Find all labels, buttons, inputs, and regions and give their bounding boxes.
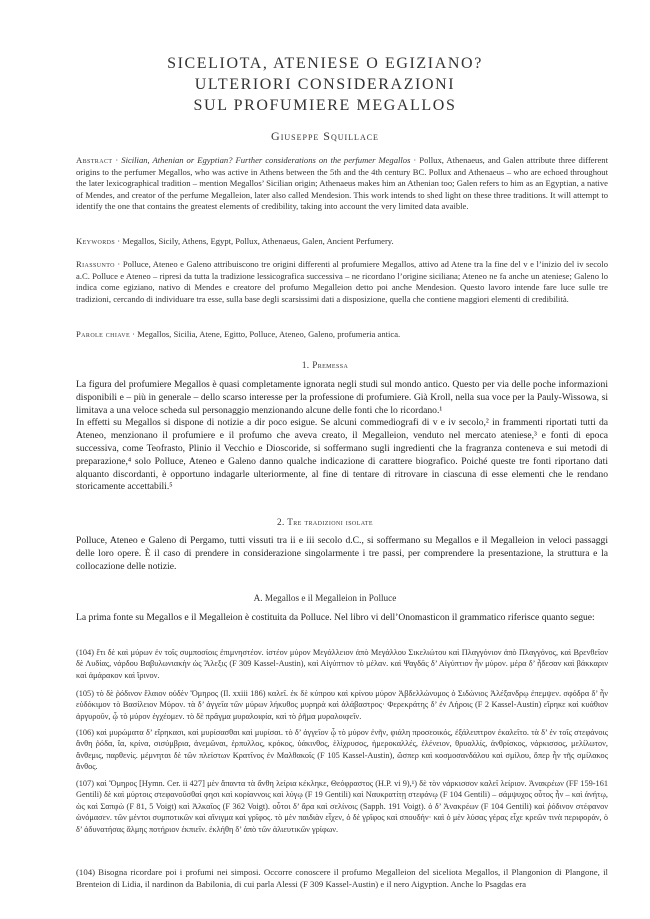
riassunto: [76, 259, 608, 305]
keywords-text: · Megallos, Sicily, Athens, Egypt, Pollux, Athenaeus, Galen, Ancient Perfumery.: [115, 236, 394, 246]
section-1-paragraph-1: La figura del profumiere Megallos è quasi completamente ignorata negli studi sul mondo antico. Questo per via delle poche informazioni disponibili e – più in generale – dello scarso interesse per la professione di profumiere. Già Kroll, nella sua voce per la Pauly-Wissowa, si limitava a una veloce scheda sul personaggio menzionando alcune delle fonti che lo ricordano.¹: [76, 379, 608, 416]
author-name: Giuseppe Squillace: [271, 129, 379, 143]
abstract: [76, 155, 608, 213]
section-2-heading: 2. Tre tradizioni isolate: [277, 517, 373, 527]
section-1-body: [76, 379, 608, 494]
riassunto-label: Riassunto: [76, 259, 115, 269]
greek-passage-106: (106) καὶ μυρώματα δ’ εἴρηκασι, καὶ μυρίσασθαι καὶ μυρίσαι. τὸ δ’ ἀγγεῖον ᾧ τὸ μύρον ἐνῆν, φιάλη προσεοικός, ἐξάλειπτρον ἐκαλεῖτο. τὰ δ’ ἐν τοῖς στεφάνοις ἄνθη ῥόδα, ἴα, κρίνα, σισύμβρια, ἀνεμῶναι, ἑρπυλλος, κρόκος, ὑάκινθος, ἑλίχρυσος, ἡμεροκαλλές, ἑλένειον, θρυαλλίς, ἀνθρίσκος, νάρκισσος, μελίλωτον, ἄνθεμις, παρθενίς. μέμνηται δὲ τῶν πλείστων Κρατῖνος ἐν Μαλθακοῖς (F 105 Kassel-Austin), ὥσπερ καὶ κοσμοσανδάλου καὶ σμίλου, ὅπερ ἦν τῆς σμίλακος ἄνθος.: [76, 728, 608, 772]
riassunto-text: · Polluce, Ateneo e Galeno attribuiscono tre origini differenti al profumiere Megallos, attivo ad Atene tra la fine del v e l’inizio del iv secolo a.C. Polluce e Ateneo – ripresi da tutta la tradizione lessicografica successiva – ne ricordano l’origine siciliana; Ateneo ne fa anche un ateniese; Galeno lo indica come egiziano, nativo di Mendes e creatore del profumo Megalleion detto poi anche Mendesion. Questo lavoro intende fare luce sulle tre tradizioni, cercando di individuare tra esse, sulla base degli scarsissimi dati a disposizione, quella che contiene maggiori elementi di credibilità.: [76, 259, 608, 304]
abstract-label: Abstract: [76, 155, 113, 165]
abstract-sep: ·: [112, 155, 122, 165]
translation-104: (104) Bisogna ricordare poi i profumi nei simposi. Occorre conoscere il profumo Megalleion del siceliota Megallos, il Plangonion di Plangone, il Brenteion di Lidia, il nardinon da Babilonia, di cui parla Alessi (F 309 Kassel-Austin) e il nero Aigyption. Anche lo Psagdas era: [76, 867, 608, 889]
paper-title-line-1: SICELIOTA, ATENIESE O EGIZIANO?: [167, 55, 483, 72]
abstract-text: · Pollux, Athenaeus, and Galen attribute three different origins to the perfumer Megallos, who was active in Athens between the 5th and the 4th century BC. Pollux and Athenaeus – who are echoed throughout the later lexicographical tradition – mention Megallos’ Sicilian origin; Athenaeus makes him an Athenian too; Galen refers to him as an Egyptian, a native of Mendes, and creator of the perfume Megalleion, later also called Mendesion. This work intends to shed light on these three traditions. It will attempt to identify the one that contains the greatest elements of credibility, taking into account the very limited data avaible.: [76, 155, 608, 212]
parole-chiave: [76, 329, 608, 341]
section-1-heading: 1. Premessa: [301, 360, 349, 370]
section-2-paragraph-1: Polluce, Ateneo e Galeno di Pergamo, tutti vissuti tra ii e iii secolo d.C., si soffermano su Megallos e il Megalleion in veloci passaggi delle loro opere. È il caso di prendere in considerazione singolarmente i tre passi, per comprendere la presentazione, la struttura e la collocazione delle notizie.: [76, 535, 608, 572]
greek-passage-107: (107) καὶ Ὅμηρος [Hymn. Cer. ii 427] μὲν ἅπαντα τὰ ἄνθη λείρια κέκληκε, Θεόφραστος (H.P. vi 9),¹) δὲ τὸν νάρκισσον καλεῖ λείριον. Ἀνακρέων (FF 159-161 Gentili) δὲ καὶ μύρτοις στεφανοῦσθαί φησι καὶ κορίαννοις καὶ λύγῳ (F 19 Gentili) καὶ Ναυκρατίτῃ στεφάνῳ (F 104 Gentili) – σάμψυχος οὗτος ἦν – καὶ ἀνήτῳ, ὡς καὶ Σαπφὼ (F 81, 5 Voigt) καὶ Ἀλκαῖος (F 362 Voigt). οὗτοι δ’ ἄρα καὶ σελίνοις (Sapph. 191 Voigt). ὁ δ’ Ἀνακρέων (F 104 Gentili) καὶ ῥόδινον στέφανον ὠνόμασεν. τῶν μέντοι συμποτικῶν καὶ αἴνιγμα καὶ γρῖφος. τὸ μὲν παιδιὰν εἶχεν, ὁ δὲ γρῖφος καὶ σπουδήν· καὶ ὁ μὲν λύσας γέρας εἶχε κρεῶν τινὰ περιφοράν, ὁ δ’ ἀδυνατήσας ἅλμης ποτήριον ἐκπιεῖν. ἐκλήθη δ’ ἀπὸ τῶν ἁλιευτικῶν γρίφων.: [76, 779, 608, 834]
greek-passage-105: (105) τὸ δὲ ῥόδινον ἔλαιον οὐδὲν Ὅμηρος (Il. xxiii 186) καλεῖ. ἐκ δὲ κύπρου καὶ κρίνου μύρον Ἀβδελλώνυμος ὁ Σιδώνιος Ἀλέξανδρῳ ἐπεμψεν. σφόδρα δ’ ἦν εὐδόκιμον τὸ Βασίλειον Μύρον. τὰ δ’ ἀγγεῖα τῶν μύρων λήκυθος μυρηρὰ καὶ ἀλάβαστρος· Φερεκράτης δ’ ἐν Λήροις (F 2 Kassel-Austin) εἴρηκε καὶ κυάθιον ἀργυροῦν, ᾧ τὸ μύρον ἐγχέομεν. τὸ δὲ πρᾶγμα μυραλοιφία, καὶ τὸ ῥῆμα μυραλοιφεῖν.: [76, 689, 608, 721]
abstract-title: Sicilian, Athenian or Egyptian? Further considerations on the perfumer Megallos: [121, 155, 411, 165]
parole-chiave-label: Parole chiave: [76, 329, 131, 339]
keywords: [76, 236, 608, 248]
paper-title-line-2: ULTERIORI CONSIDERAZIONI: [194, 76, 456, 93]
subsection-a-heading-text: A. Megallos e il Megalleion in Polluce: [253, 593, 397, 603]
subsection-a-paragraph-1: La prima fonte su Megallos e il Megalleion è costituita da Polluce. Nel libro vi dell’Onomasticon il grammatico riferisce quanto segue:: [76, 612, 595, 623]
paper-title-line-3: SUL PROFUMIERE MEGALLOS: [193, 97, 457, 114]
section-1-paragraph-2: In effetti su Megallos si dispone di notizie a dir poco esigue. Se alcuni commediografi di v e iv secolo,² in frammenti riportati tutti da Ateneo, menzionano il profumiere e il profumo che aveva creato, il Megalleion, venduto nel mercato ateniese,³ e fonti di epoca successiva, come Teofrasto, Plinio il Vecchio e Dioscoride, si soffermano sugli ingredienti che la fragranza conteneva e sui metodi di preparazione,⁴ solo Polluce, Ateneo e Galeno danno qualche indicazione di carattere biografico. Poiché queste tre fonti riportano dati alquanto discordanti, è opportuno indagarle ulteriormente, al fine di tentare di ritrovare in ciascuna di esse elementi che le rendano storicamente accettabili.⁵: [76, 417, 608, 493]
subsection-a-heading: [0, 593, 650, 603]
parole-chiave-text: · Megallos, Sicilia, Atene, Egitto, Polluce, Ateneo, Galeno, profumeria antica.: [130, 329, 401, 339]
keywords-label: Keywords: [76, 236, 116, 246]
greek-passage-104: (104) ἔτι δὲ καὶ μύρων ἐν τοῖς συμποσίοις ἐπιμνηστέον. ἰστέον μύρον Μεγάλλειον ἀπὸ Μεγάλλου Σικελιώτου καὶ Πλαγγόνιον ἀπὸ Πλαγγόνος, καὶ Βρενθεῖον δὲ Λυδίας, νάρδου Βαβυλωνιακὴν ὡς Ἄλεξις (F 309 Kassel-Austin), καὶ Αἰγύπτιον τὸ μέλαν. καὶ Ψαγδᾶς δ’ Αἰγύπτιον ἦν μύρον. μέρα δ’ ἦδεσαν καὶ βάκκαριν καὶ ἀμάρακον καὶ ἴρινον.: [76, 648, 608, 680]
